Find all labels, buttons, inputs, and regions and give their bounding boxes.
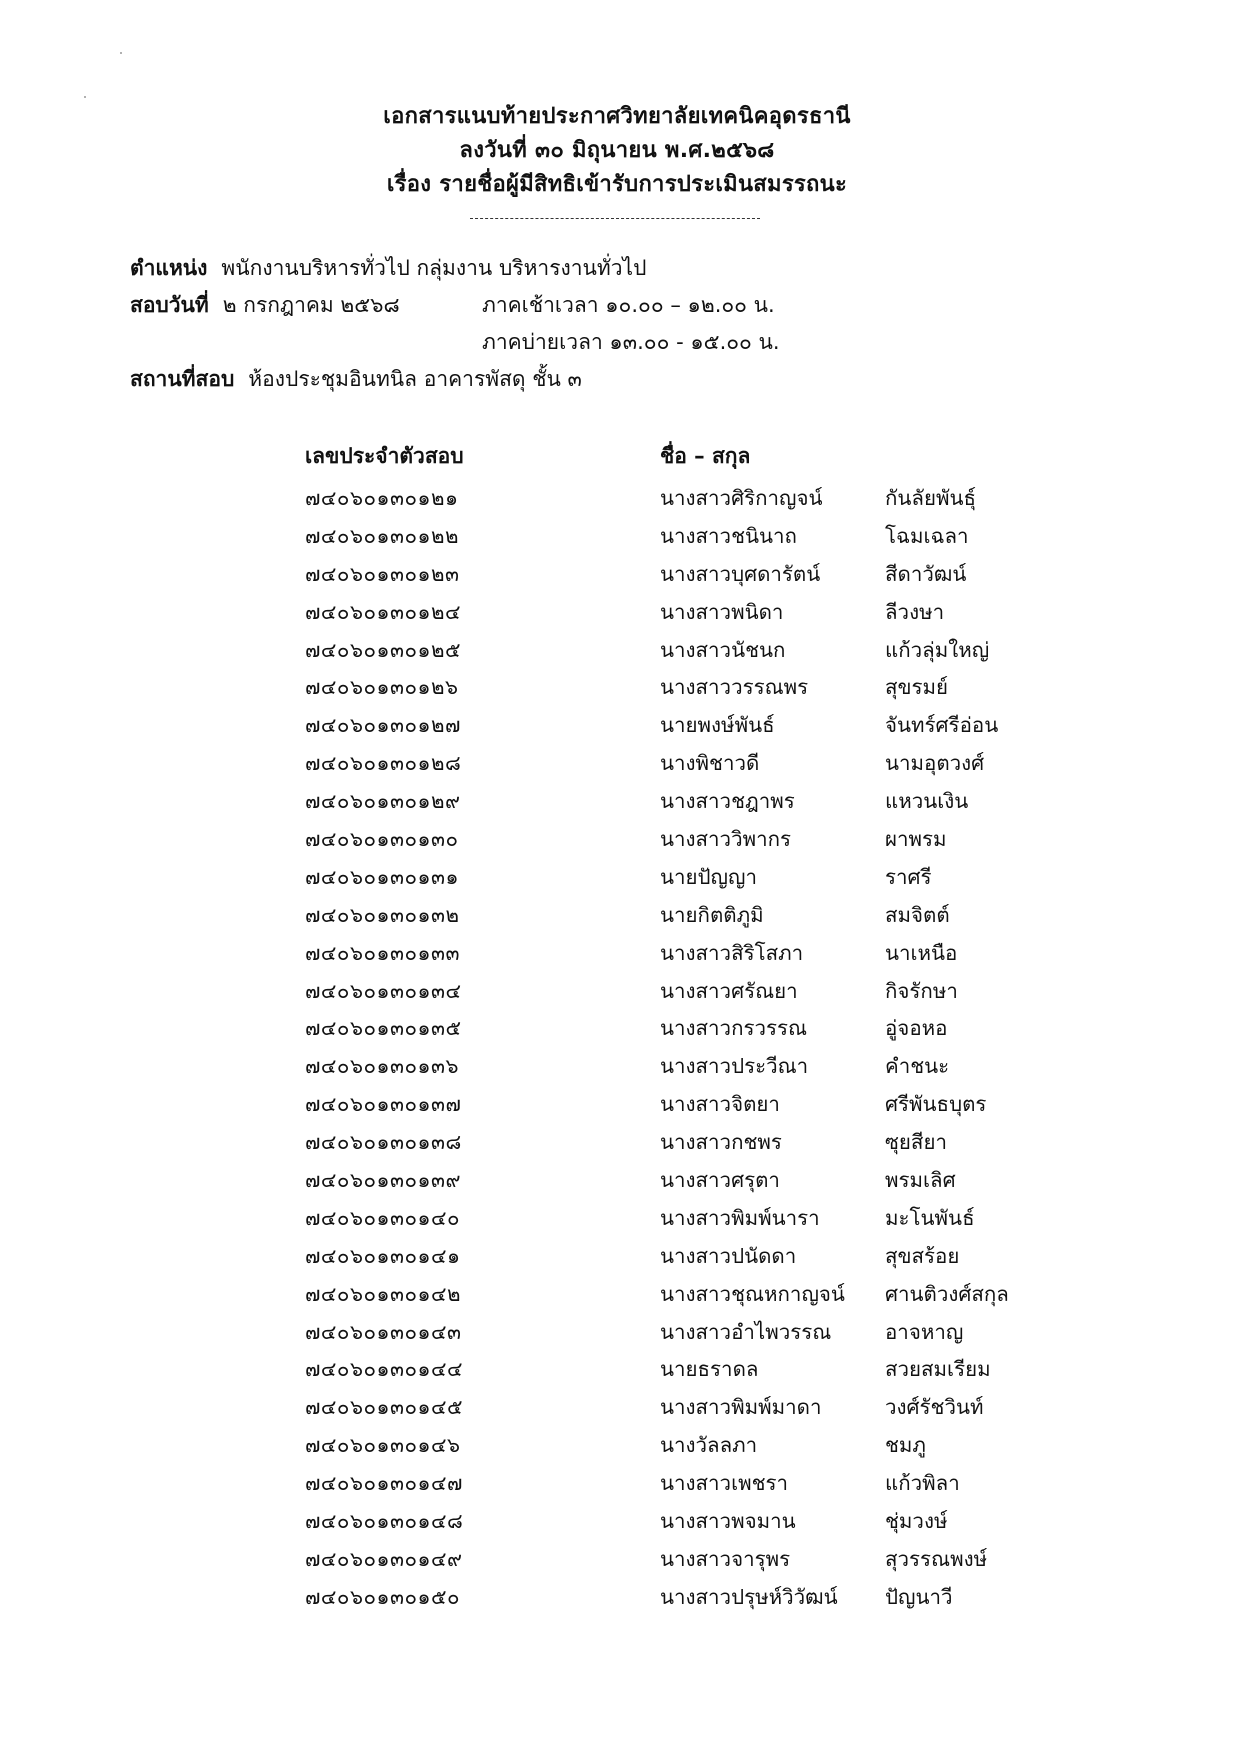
candidate-last-name: ซุยสียา (885, 1130, 947, 1155)
candidate-last-name: ชมภู (885, 1433, 926, 1458)
column-header-name: ชื่อ – สกุล (660, 444, 751, 468)
candidate-id: ๗๔๐๖๐๑๓๐๑๒๑ (305, 486, 459, 510)
table-row (305, 1389, 1025, 1427)
candidate-first-name: นายปัญญา (660, 864, 757, 889)
candidate-id: ๗๔๐๖๐๑๓๐๑๓๒ (305, 902, 460, 927)
candidate-last-name: แหวนเงิน (885, 789, 969, 814)
candidate-first-name: นายพงษ์พันธ์ (660, 713, 775, 738)
candidate-last-name: อู่จอหอ (885, 1016, 948, 1041)
candidate-last-name: กันลัยพันธุ์ (885, 486, 977, 510)
candidate-last-name: ลีวงษา (885, 599, 945, 624)
candidate-first-name: นางวัลลภา (660, 1433, 758, 1458)
candidate-first-name: นางสาวพจมาน (660, 1509, 796, 1534)
candidate-first-name: นางสาวชฎาพร (660, 789, 795, 814)
table-row (305, 1086, 1025, 1124)
candidate-id: ๗๔๐๖๐๑๓๐๑๓๕ (305, 1016, 462, 1041)
candidate-first-name: นางสาวกรวรรณ (660, 1016, 808, 1041)
candidate-id: ๗๔๐๖๐๑๓๐๑๔๕ (305, 1395, 464, 1420)
candidate-id: ๗๔๐๖๐๑๓๐๑๒๖ (305, 675, 459, 700)
column-header-id: เลขประจำตัวสอบ (305, 444, 464, 468)
candidate-id: ๗๔๐๖๐๑๓๐๑๔๑ (305, 1243, 461, 1268)
table-row (305, 594, 1025, 632)
candidate-id: ๗๔๐๖๐๑๓๐๑๕๐ (305, 1584, 461, 1609)
date-row (130, 287, 775, 324)
table-row (305, 1162, 1025, 1200)
candidate-last-name: สุขสร้อย (885, 1243, 960, 1268)
table-row (305, 1010, 1025, 1048)
table-row (305, 1124, 1025, 1162)
candidate-last-name: พรมเลิศ (885, 1168, 956, 1193)
candidate-id: ๗๔๐๖๐๑๓๐๑๒๙ (305, 789, 461, 814)
table-row (305, 897, 1025, 935)
candidate-id: ๗๔๐๖๐๑๓๐๑๓๘ (305, 1130, 462, 1155)
candidate-last-name: แก้วลุ่มใหญ่ (885, 637, 990, 662)
document-header (0, 100, 1234, 202)
table-row (305, 745, 1025, 783)
candidate-id: ๗๔๐๖๐๑๓๐๑๒๔ (305, 599, 462, 624)
table-row (305, 1503, 1025, 1541)
table-row (305, 1541, 1025, 1579)
candidate-id: ๗๔๐๖๐๑๓๐๑๓๐ (305, 827, 459, 852)
exam-info (130, 250, 780, 398)
candidate-last-name: มะโนพันธ์ (885, 1205, 975, 1230)
candidate-id: ๗๔๐๖๐๑๓๐๑๒๕ (305, 637, 462, 662)
candidate-last-name: สุขรมย์ (885, 675, 949, 700)
candidate-id: ๗๔๐๖๐๑๓๐๑๓๑ (305, 864, 460, 889)
date-value: ๒ กรกฎาคม ๒๕๖๘ (222, 293, 400, 317)
candidate-last-name: ศรีพันธบุตร (885, 1092, 987, 1117)
candidate-first-name: นางสาวกชพร (660, 1130, 782, 1155)
candidate-id: ๗๔๐๖๐๑๓๐๑๔๒ (305, 1281, 462, 1306)
candidate-id: ๗๔๐๖๐๑๓๐๑๓๖ (305, 1054, 460, 1079)
candidate-id: ๗๔๐๖๐๑๓๐๑๒๒ (305, 523, 460, 548)
date-label: สอบวันที่ (130, 293, 209, 317)
candidate-first-name: นางสาวพิมพ์นารา (660, 1205, 820, 1230)
afternoon-row (130, 324, 780, 361)
candidate-last-name: นาเหนือ (885, 940, 958, 965)
candidate-last-name: ราศรี (885, 864, 932, 889)
candidate-first-name: นางสาวประวีณา (660, 1054, 809, 1079)
position-label: ตำแหน่ง (130, 256, 208, 280)
header-line-2: ลงวันที่ ๓๐ มิถุนายน พ.ศ.๒๕๖๘ (459, 138, 775, 163)
candidate-first-name: นางสาวศรุตา (660, 1168, 780, 1193)
candidate-id: ๗๔๐๖๐๑๓๐๑๔๙ (305, 1546, 463, 1571)
table-row (305, 1465, 1025, 1503)
table-header (305, 440, 1025, 480)
table-row (305, 556, 1025, 594)
place-row (130, 361, 646, 398)
candidate-id: ๗๔๐๖๐๑๓๐๑๔๓ (305, 1319, 462, 1344)
candidate-last-name: สมจิตต์ (885, 902, 950, 927)
table-row (305, 1351, 1025, 1389)
afternoon-session: ภาคบ่ายเวลา ๑๓.๐๐ - ๑๕.๐๐ น. (482, 330, 780, 354)
candidate-first-name: นางสาวปรุษห์วิวัฒน์ (660, 1584, 838, 1609)
candidate-id: ๗๔๐๖๐๑๓๐๑๔๘ (305, 1509, 464, 1534)
place-value: ห้องประชุมอินทนิล อาคารพัสดุ ชั้น ๓ (248, 367, 582, 391)
morning-session: ภาคเช้าเวลา ๑๐.๐๐ – ๑๒.๐๐ น. (482, 293, 775, 317)
table-row (305, 707, 1025, 745)
table-row (305, 783, 1025, 821)
header-line-3: เรื่อง รายชื่อผู้มีสิทธิเข้ารับการประเมินสมรรถนะ (386, 172, 848, 197)
candidate-last-name: สุวรรณพงษ์ (885, 1546, 988, 1571)
table-row (305, 1048, 1025, 1086)
candidate-first-name: นางสาวพิมพ์มาดา (660, 1395, 822, 1420)
candidate-first-name: นางสาววิพากร (660, 827, 792, 852)
scan-speck (84, 96, 86, 98)
candidate-last-name: สีดาวัฒน์ (885, 561, 967, 586)
candidate-first-name: นางสาวศรัณยา (660, 978, 798, 1003)
candidate-id: ๗๔๐๖๐๑๓๐๑๔๗ (305, 1471, 463, 1496)
candidate-first-name: นางสาวนัชนก (660, 637, 786, 662)
candidate-first-name: นางสาวศิริกาญจน์ (660, 486, 823, 510)
header-divider (470, 218, 760, 219)
candidate-id: ๗๔๐๖๐๑๓๐๑๒๗ (305, 713, 461, 738)
candidate-last-name: ศานติวงศ์สกุล (885, 1281, 1009, 1306)
table-row (305, 1238, 1025, 1276)
candidate-last-name: กิจรักษา (885, 978, 958, 1003)
candidate-id: ๗๔๐๖๐๑๓๐๑๔๔ (305, 1357, 464, 1382)
candidate-id: ๗๔๐๖๐๑๓๐๑๓๙ (305, 1168, 462, 1193)
candidate-last-name: วงศ์รัชวินท์ (885, 1395, 984, 1420)
table-row (305, 821, 1025, 859)
table-row (305, 1200, 1025, 1238)
table-row (305, 518, 1025, 556)
candidate-first-name: นางสาวชุณหกาญจน์ (660, 1281, 845, 1306)
place-label: สถานที่สอบ (130, 367, 235, 391)
candidate-id: ๗๔๐๖๐๑๓๐๑๒๘ (305, 751, 462, 776)
candidate-first-name: นางพิชาวดี (660, 751, 760, 776)
candidate-last-name: โฉมเฉลา (885, 523, 969, 548)
table-row (305, 973, 1025, 1011)
table-row (305, 1276, 1025, 1314)
candidate-first-name: นางสาวบุศดารัตน์ (660, 561, 821, 586)
candidate-last-name: นามอุตวงศ์ (885, 751, 985, 776)
candidate-last-name: ผาพรม (885, 827, 947, 852)
table-row (305, 859, 1025, 897)
candidate-first-name: นางสาวเพชรา (660, 1471, 789, 1496)
table-row (305, 632, 1025, 670)
candidate-id: ๗๔๐๖๐๑๓๐๑๓๓ (305, 940, 461, 965)
candidate-id: ๗๔๐๖๐๑๓๐๑๒๓ (305, 561, 460, 586)
candidate-first-name: นางสาววรรณพร (660, 675, 809, 700)
table-row (305, 480, 1025, 518)
candidate-first-name: นางสาวสิริโสภา (660, 940, 804, 965)
candidate-id: ๗๔๐๖๐๑๓๐๑๔๐ (305, 1205, 461, 1230)
candidate-first-name: นางสาวจารุพร (660, 1546, 791, 1571)
table-row (305, 935, 1025, 973)
table-row (305, 1579, 1025, 1617)
candidate-first-name: นางสาวปนัดดา (660, 1243, 797, 1268)
candidate-first-name: นายธราดล (660, 1357, 759, 1382)
scan-speck (120, 52, 122, 54)
candidate-first-name: นางสาวอำไพวรรณ (660, 1319, 832, 1344)
candidate-id: ๗๔๐๖๐๑๓๐๑๓๗ (305, 1092, 462, 1117)
candidate-last-name: ชุ่มวงษ์ (885, 1509, 948, 1534)
candidate-id: ๗๔๐๖๐๑๓๐๑๓๔ (305, 978, 462, 1003)
candidate-first-name: นางสาวพนิดา (660, 599, 784, 624)
candidate-first-name: นางสาวชนินาถ (660, 523, 797, 548)
candidate-id: ๗๔๐๖๐๑๓๐๑๔๖ (305, 1433, 461, 1458)
candidate-last-name: แก้วพิลา (885, 1471, 960, 1496)
candidate-last-name: สวยสมเรียม (885, 1357, 991, 1382)
candidate-last-name: ปัญนาวี (885, 1584, 953, 1609)
candidate-first-name: นายกิตติภูมิ (660, 902, 764, 927)
candidate-last-name: คำชนะ (885, 1054, 950, 1079)
table-row (305, 669, 1025, 707)
table-body (305, 480, 1025, 1617)
position-row (130, 250, 646, 287)
position-value: พนักงานบริหารทั่วไป กลุ่มงาน บริหารงานทั่วไป (221, 256, 647, 280)
candidate-first-name: นางสาวจิตยา (660, 1092, 780, 1117)
candidate-last-name: อาจหาญ (885, 1319, 964, 1344)
table-row (305, 1427, 1025, 1465)
candidate-last-name: จันทร์ศรีอ่อน (885, 713, 999, 738)
header-line-1: เอกสารแนบท้ายประกาศวิทยาลัยเทคนิคอุดรธานี (383, 104, 851, 129)
candidate-table (305, 440, 1025, 1617)
table-row (305, 1314, 1025, 1352)
